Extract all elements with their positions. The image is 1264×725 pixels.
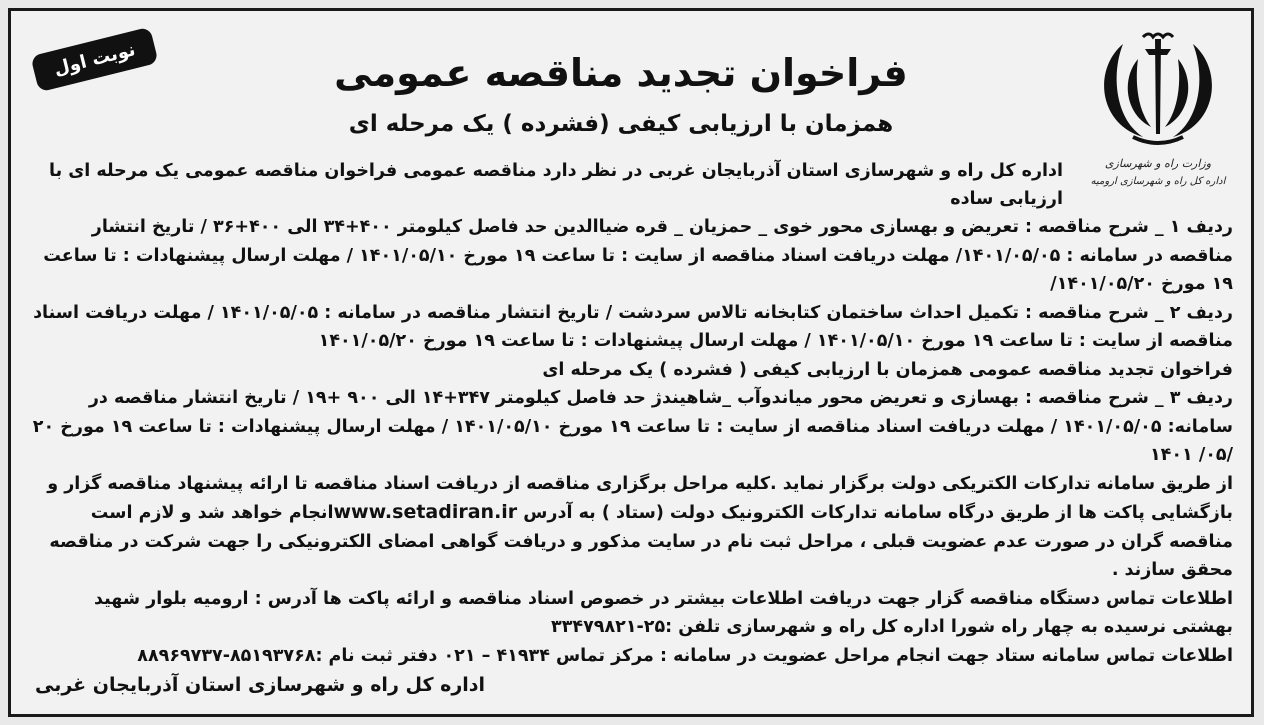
tender-row-2: ردیف ۲ _ شرح مناقصه : تکمیل احداث ساختمان کتابخانه تالاس سردشت / تاریخ انتشار مناقصه در سامانه : ۱۴۰۱/۰۵/۰۵ / مهلت دریافت اسناد مناقصه از سایت : تا ساعت ۱۹ مورخ ۱۴۰۱/۰۵/۱۰ / مهلت ارسال پیشنهادات : تا ساعت ۱۹ مورخ ۱۴۰۱/۰۵/۲۰	[33, 302, 1233, 351]
intro-paragraph: اداره کل راه و شهرسازی استان آذربایجان غربی در نظر دارد مناقصه عمومی فراخوان مناقصه عمومی یک مرحله ای با ارزیابی ساده	[49, 161, 1063, 209]
first-publication-badge: نوبت اول	[30, 27, 158, 93]
department-name: اداره کل راه و شهرسازی ارومیه	[1090, 176, 1226, 187]
notice-subtitle: همزمان با ارزیابی کیفی (فشرده ) یک مرحله ای	[348, 111, 894, 137]
procedure-paragraph	[29, 470, 1233, 585]
iran-emblem-icon	[1093, 29, 1223, 149]
tender-notice	[8, 8, 1254, 717]
notice-title: فراخوان تجدید مناقصه عمومی	[334, 51, 908, 95]
ministry-name: وزارت راه و شهرسازی	[1104, 157, 1212, 170]
tender-row-1: ردیف ۱ _ شرح مناقصه : تعریض و بهسازی محور خوی _ حمزیان _ قره ضیاالدین حد فاصل کیلومتر ۴۰۰+۳۴ الی ۴۰۰+۳۶ / تاریخ انتشار مناقصه در سامانه : ۱۴۰۱/۰۵/۰۵/ مهلت دریافت اسناد مناقصه از سایت : تا ساعت ۱۹ مورخ ۱۴۰۱/۰۵/۱۰ / مهلت ارسال پیشنهادات : تا ساعت ۱۹ مورخ ۱۴۰۱/۰۵/۲۰/	[43, 217, 1233, 294]
footer-signature	[11, 674, 1251, 696]
issuer-name: اداره کل راه و شهرسازی استان آذربایجان غربی	[35, 674, 486, 696]
procedure-text-2: انجام خواهد شد و لازم است مناقصه گران در صورت عدم عضویت قبلی ، مراحل ثبت نام در سایت مذکور و دریافت گواهی امضای الکترونیکی را جهت شرکت در مناقصه محقق سازند .	[49, 503, 1233, 580]
setad-website-link[interactable]: www.setadiran.ir	[333, 501, 518, 523]
setad-contact-line: اطلاعات تماس سامانه ستاد جهت انجام مراحل عضویت در سامانه : مرکز تماس ۴۱۹۳۴ – ۰۲۱ دفتر ثبت نام :۸۵۱۹۳۷۶۸-۸۸۹۶۹۷۳۷	[137, 645, 1233, 666]
notice-body	[29, 157, 1233, 670]
procedure-text-1: از طریق سامانه تدارکات الکتریکی دولت برگزار نماید .کلیه مراحل برگزاری مناقصه از دریافت اسناد مناقصه تا ارائه پیشنهاد مناقصه گزار و بازگشایی پاکت ها از طریق درگاه سامانه تدارکات الکترونیک دولت (ستاد ) به آدرس	[47, 473, 1233, 523]
contact-paragraph: اطلاعات تماس دستگاه مناقصه گزار جهت دریافت اطلاعات بیشتر در خصوص اسناد مناقصه و ارائه پاکت ها آدرس : ارومیه بلوار شهید بهشتی نرسیده به چهار راه شورا اداره کل راه و شهرسازی تلفن :۲۵-۳۳۴۷۹۸۲۱	[94, 588, 1233, 637]
renewal-heading: فراخوان تجدید مناقصه عمومی همزمان با ارزیابی کیفی ( فشرده ) یک مرحله ای	[542, 359, 1233, 380]
tender-row-3: ردیف ۳ _ شرح مناقصه : بهسازی و تعریض محور میاندوآب _شاهیندژ حد فاصل کیلومتر ۳۴۷+۱۴ الی ۹۰۰ +۱۹ / تاریخ انتشار مناقصه در سامانه: ۱۴۰۱/۰۵/۰۵ / مهلت دریافت اسناد مناقصه از سایت : تا ساعت ۱۹ مورخ ۱۴۰۱/۰۵/۱۰ / مهلت ارسال پیشنهادات : تا ساعت ۱۹ مورخ ۲۰ /۰۵/ ۱۴۰۱	[32, 388, 1233, 465]
